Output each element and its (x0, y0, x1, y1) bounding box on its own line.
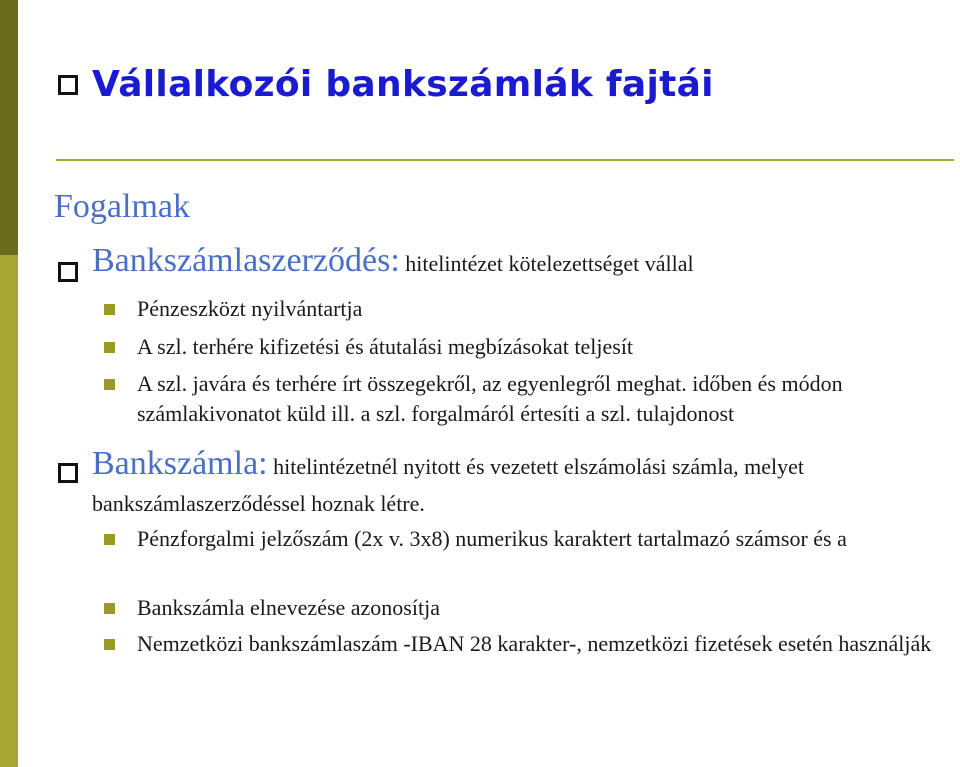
term-description: hitelintézetnél nyitott és vezetett elszámolási számla, melyet bankszámlaszerződéssel hoznak létre. (92, 454, 804, 516)
sub-bullet-item (104, 294, 957, 324)
side-accent-bar (0, 0, 18, 767)
bullet-item-text (92, 447, 952, 524)
sub-bullet-item (104, 593, 957, 623)
filled-square-bullet-icon (104, 379, 115, 390)
hollow-square-bullet-icon (58, 463, 78, 483)
sub-bullet-text: Pénzforgalmi jelzőszám (2x v. 3x8) numerikus karaktert tartalmazó számsor és a (137, 526, 847, 551)
side-bar-dark-segment (0, 0, 18, 255)
bullet-item-bankszamlaszerzodes (58, 242, 952, 282)
slide-title-row (58, 64, 714, 105)
sub-bullet-text: A szl. terhére kifizetési és átutalási megbízásokat teljesít (137, 334, 634, 359)
slide-title: Vállalkozói bankszámlák fajtái (92, 64, 714, 105)
title-divider (56, 159, 954, 161)
hollow-square-bullet-icon (58, 75, 78, 95)
filled-square-bullet-icon (104, 342, 115, 353)
sub-bullet-text: Pénzeszközt nyilvántartja (137, 296, 363, 321)
filled-square-bullet-icon (104, 304, 115, 315)
sub-bullet-text: Nemzetközi bankszámlaszám -IBAN 28 karakter-, nemzetközi fizetések esetén használják (137, 631, 932, 656)
filled-square-bullet-icon (104, 603, 115, 614)
hollow-square-bullet-icon (58, 262, 78, 282)
term-label: Bankszámlaszerződés: (92, 242, 400, 279)
sub-bullet-item (104, 369, 957, 429)
bullet-item-bankszamla (58, 447, 952, 524)
filled-square-bullet-icon (104, 534, 115, 545)
term-label: Bankszámla: (92, 445, 268, 482)
term-description: hitelintézet kötelezettséget vállal (399, 251, 694, 276)
sub-bullet-item (104, 524, 957, 554)
sub-bullet-text: A szl. javára és terhére írt összegekről, az egyenlegről meghat. időben és módon számlakivonatot küld ill. a szl. forgalmáról értesíti a szl. tulajdonost (137, 371, 843, 426)
sub-bullet-item (104, 332, 957, 362)
side-bar-light-segment (0, 255, 18, 767)
sub-bullet-item (104, 629, 957, 659)
filled-square-bullet-icon (104, 639, 115, 650)
sub-bullet-text: Bankszámla elnevezése azonosítja (137, 595, 440, 620)
bullet-item-text (92, 242, 952, 282)
section-heading: Fogalmak (54, 188, 190, 225)
